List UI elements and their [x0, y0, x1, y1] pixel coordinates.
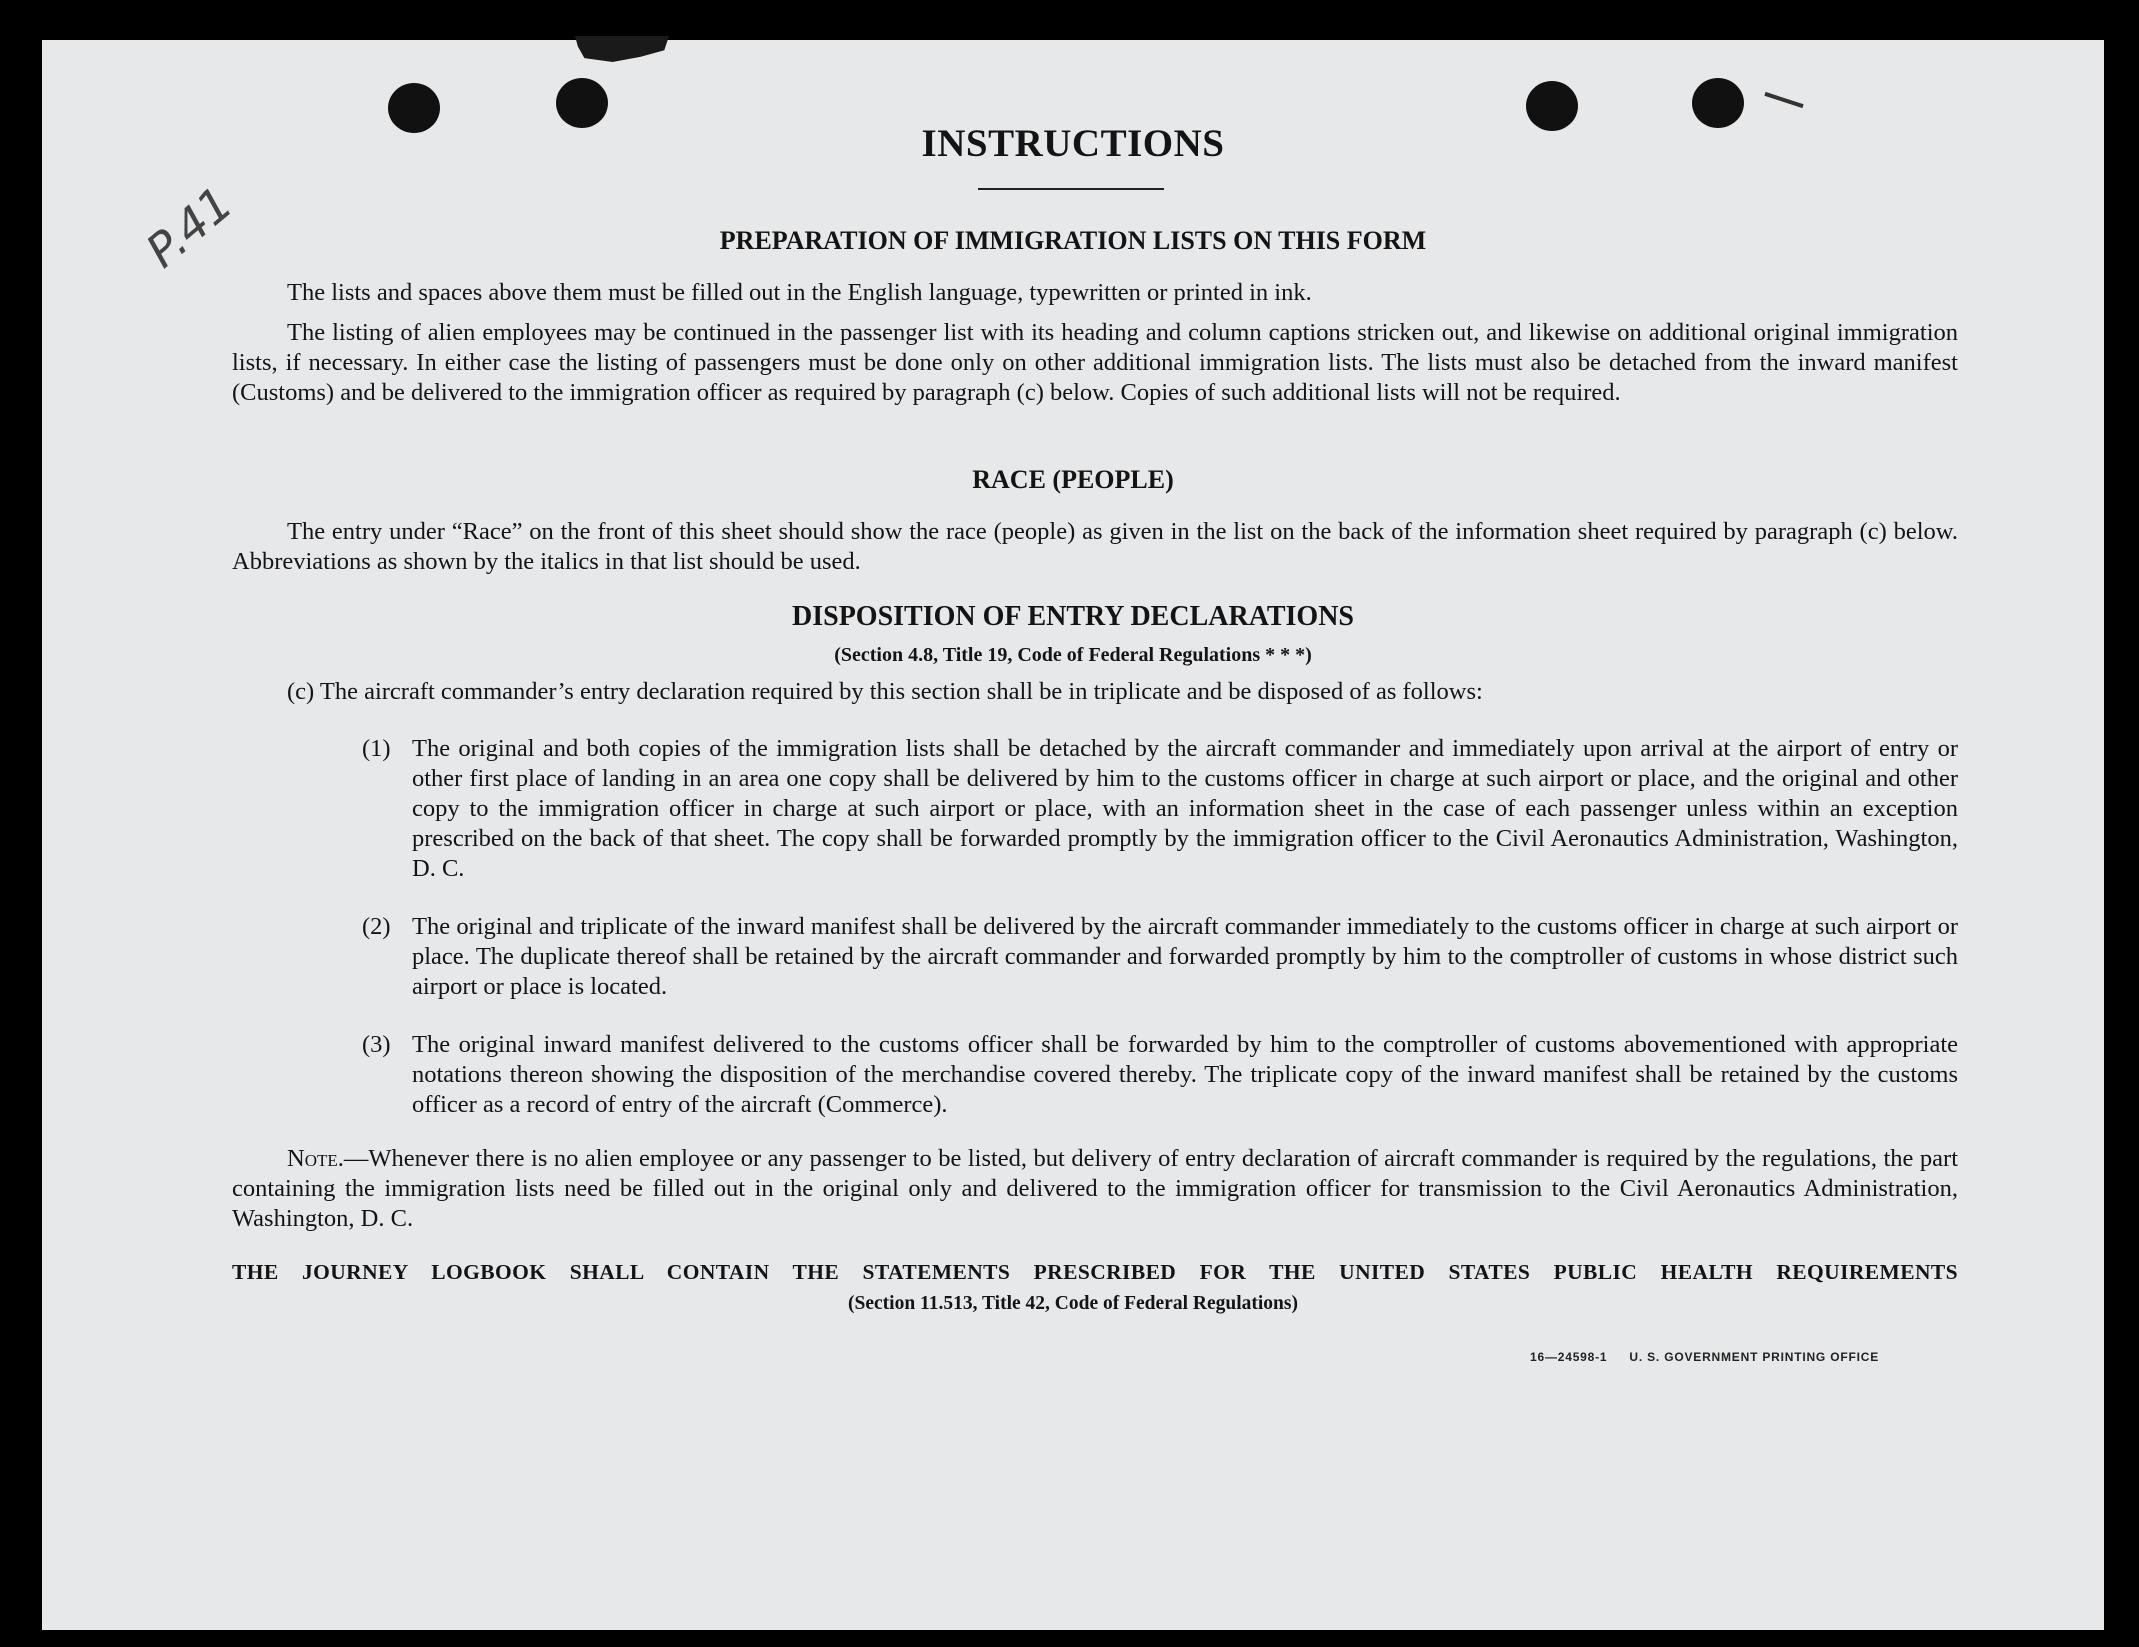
health-requirements-statement: THE JOURNEY LOGBOOK SHALL CONTAIN THE STATEMENTS PRESCRIBED FOR THE UNITED STATES PUBLIC HEALTH REQUIREMENTS	[232, 1260, 1958, 1284]
page-title: INSTRUCTIONS	[921, 122, 1225, 165]
list-item-3	[362, 1030, 1958, 1120]
document-page	[42, 40, 2104, 1630]
note-label: Note.	[287, 1145, 344, 1172]
section-citation: (Section 4.8, Title 19, Code of Federal Regulations * * *)	[834, 644, 1312, 666]
list-item-number: (1)	[362, 735, 391, 762]
title-divider	[978, 188, 1164, 190]
list-item-text: The original inward manifest delivered to the customs officer shall be forwarded by him to the comptroller of customs abovementioned with appropriate notations thereon showing the disposition of the merchandise covered thereby. The triplicate copy of the inward manifest shall be retained by the customs officer as a record of entry of the aircraft (Commerce).	[412, 1031, 1958, 1118]
list-item-text: The original and triplicate of the inward manifest shall be delivered by the aircraft commander immediately to the customs officer in charge at such airport or place. The duplicate thereof shall be retained by the aircraft commander and forwarded promptly by him to the comptroller of customs in whose district such airport or place is located.	[412, 913, 1958, 1000]
tape-mark	[575, 36, 669, 62]
section-heading-race: RACE (PEOPLE)	[972, 465, 1174, 494]
list-item-number: (2)	[362, 913, 391, 940]
list-item-2	[362, 912, 1958, 1002]
note-text: —Whenever there is no alien employee or any passenger to be listed, but delivery of entry declaration of aircraft commander is required by the regulations, the part containing the immigration lists need be filled out in the original only and delivered to the immigration officer for transmission to the Civil Aeronautics Administration, Washington, D. C.	[232, 1145, 1958, 1232]
health-citation: (Section 11.513, Title 42, Code of Federal Regulations)	[848, 1293, 1298, 1314]
section-heading-disposition: DISPOSITION OF ENTRY DECLARATIONS	[792, 601, 1354, 632]
list-item-text: The original and both copies of the immigration lists shall be detached by the aircraft commander and immediately upon arrival at the airport of entry or other first place of landing in an area one copy shall be delivered by him to the customs officer in charge at such airport or place, and the original and other copy to the immigration officer in charge at such airport or place, with an information sheet in the case of each passenger unless within an exception prescribed on the back of that sheet. The copy shall be forwarded promptly by the immigration officer to the Civil Aeronautics Administration, Washington, D. C.	[412, 735, 1958, 882]
section-heading-preparation: PREPARATION OF IMMIGRATION LISTS ON THIS FORM	[719, 226, 1427, 255]
printer-imprint	[1530, 1350, 1879, 1364]
form-number: 16—24598-1	[1530, 1350, 1608, 1364]
paragraph-entry-declaration: (c) The aircraft commander’s entry declaration required by this section shall be in triplicate and be disposed of as follows:	[287, 678, 1483, 705]
handwritten-annotation: P.41	[135, 175, 243, 279]
printer-name: U. S. GOVERNMENT PRINTING OFFICE	[1629, 1350, 1879, 1364]
list-item-1	[362, 734, 1958, 884]
pencil-mark	[1764, 92, 1803, 108]
paragraph-listing: The listing of alien employees may be continued in the passenger list with its heading and column captions stricken out, and likewise on additional original immigration lists, if necessary. In either case the listing of passengers must be done only on other additional immigration lists. The lists must also be detached from the inward manifest (Customs) and be delivered to the immigration officer as required by paragraph (c) below. Copies of such additional lists will not be required.	[232, 319, 1958, 406]
list-item-number: (3)	[362, 1031, 391, 1058]
paragraph-note	[232, 1144, 1958, 1234]
paragraph-race: The entry under “Race” on the front of this sheet should show the race (people) as given in the list on the back of the information sheet required by paragraph (c) below. Abbreviations as shown by the italics in that list should be used.	[232, 518, 1958, 575]
paragraph-language: The lists and spaces above them must be filled out in the English language, typewritten or printed in ink.	[287, 279, 1312, 306]
